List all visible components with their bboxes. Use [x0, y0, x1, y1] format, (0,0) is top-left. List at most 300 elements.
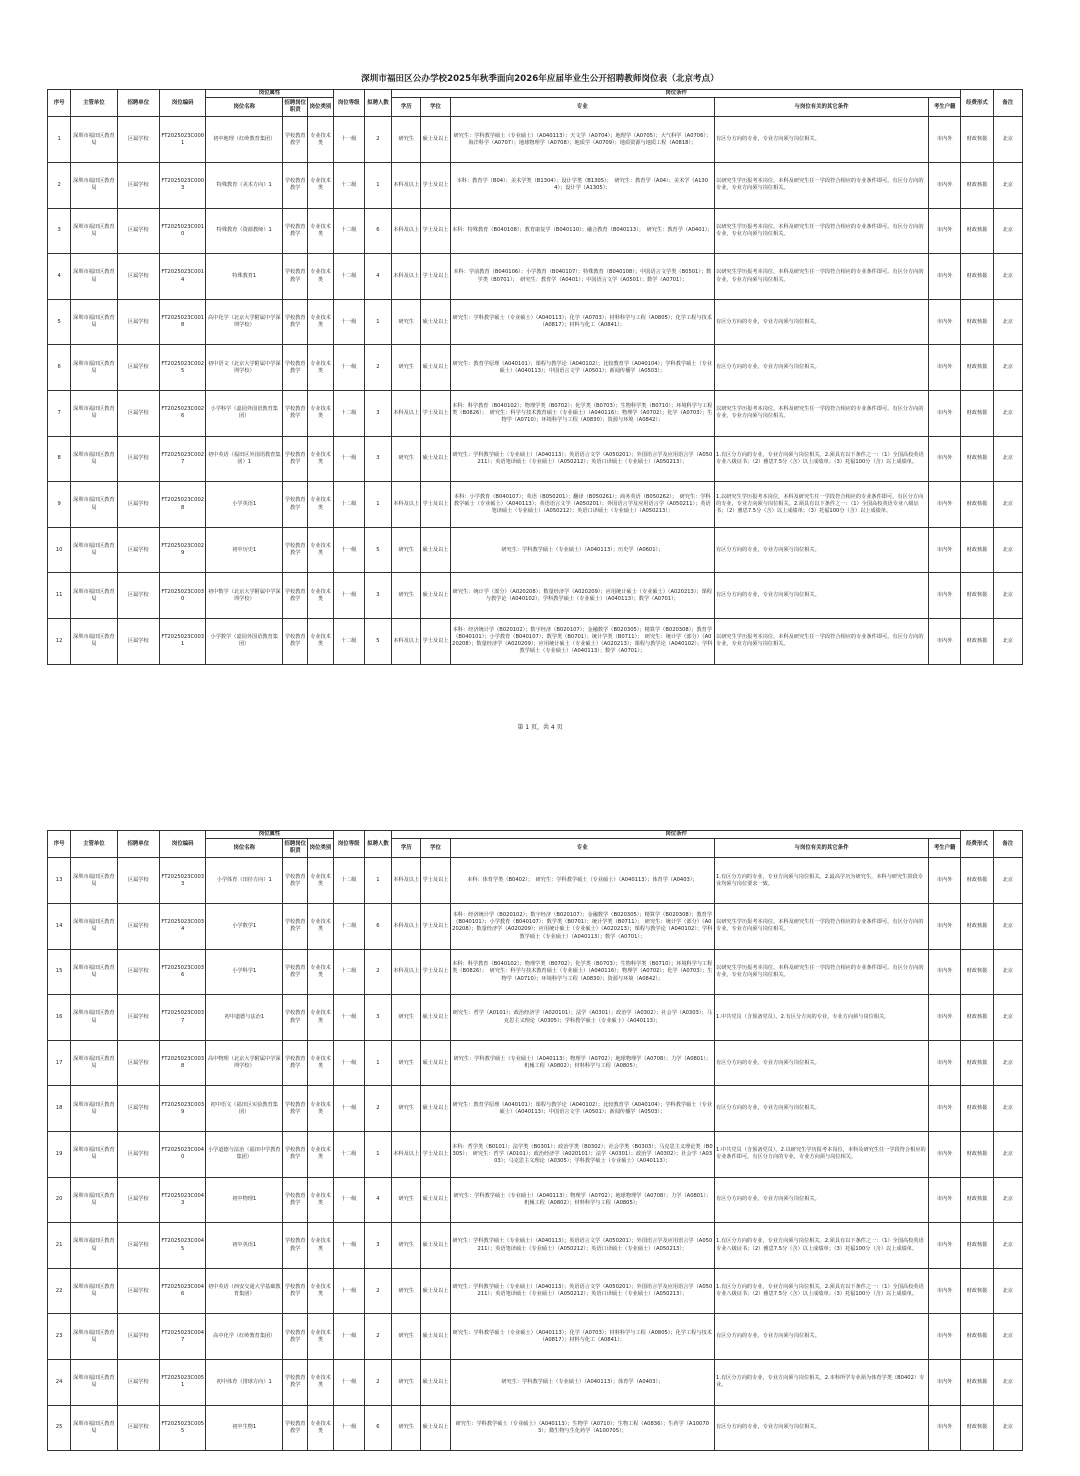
table-row: [48, 858, 1023, 904]
cell-post-cat: 学校教育教学: [283, 1177, 308, 1223]
header-level: 岗位等级: [333, 90, 364, 117]
cell-major: 研究生：学科教学硕士（专业硕士）（A040113）；生物学（A0710）；生物工程（A0836）；生药学（A100703）；微生物与生化药学（A100705）；: [450, 1405, 714, 1451]
cell-hukou: 市内外: [928, 345, 960, 391]
table-row: [48, 904, 1023, 950]
cell-level: 十一级: [333, 1405, 364, 1451]
cell-major: 研究生：哲学（A0101）；政治经济学（A020101）；法学（A0301）；政治学（A0302）；社会学（A0303）；马克思主义理论（A0305）；学科教学硕士（专业硕士）（A040113）；: [450, 995, 714, 1041]
header-post-name: 岗位名称: [206, 98, 283, 117]
cell-post-name: 初中生物1: [206, 1405, 283, 1451]
cell-level: 十一级: [333, 1223, 364, 1269]
cell-major: 本科：经济统计学（B020102）；数字经济（B020107）；金融数学（B020305）；精算学（B020308）；教育学（B040101）；小学教育（B040107）；数学类（B0701）；统计学类（B0711）； 研究生：统计学（部分）（A020208）；数量经济学（A020209）；应用统计硕士（专业硕士）（A020213）；课程与教学论（A040102）；学科教学硕士（专业硕士）（A040113）；数学（A0701）；: [450, 904, 714, 950]
cell-edu: 研究生: [392, 1223, 421, 1269]
cell-seq: 18: [48, 1086, 71, 1132]
cell-count: 2: [364, 1086, 391, 1132]
cell-post-name: 小学体育（田径方向）1: [206, 858, 283, 904]
cell-edu: 本科及以上: [392, 254, 421, 300]
cell-post-type: 专业技术类: [308, 1086, 333, 1132]
cell-major: 研究生：学科教学硕士（专业硕士）（A040113）；体育学（A0403）；: [450, 1359, 714, 1405]
header-post-cat: 招聘岗位职责: [283, 98, 308, 117]
cell-remark: 北京: [993, 163, 1022, 209]
header-post-cat: 招聘岗位职责: [283, 839, 308, 858]
cell-unit: 区属学校: [117, 345, 159, 391]
cell-degree: 硕士及以上: [421, 117, 450, 163]
cell-count: 1: [364, 482, 391, 528]
cell-funding: 财政核拨: [961, 1314, 993, 1360]
cell-seq: 19: [48, 1132, 71, 1178]
job-table-page-2: [47, 830, 1023, 1451]
cell-remark: 北京: [993, 1223, 1022, 1269]
cell-count: 2: [364, 949, 391, 995]
header-unit: 招聘单位: [117, 90, 159, 117]
cell-remark: 北京: [993, 1132, 1022, 1178]
table-row: [48, 949, 1023, 995]
cell-post-cat: 学校教育教学: [283, 858, 308, 904]
cell-hukou: 市内外: [928, 949, 960, 995]
table-row: [48, 1405, 1023, 1451]
cell-hukou: 市内外: [928, 1040, 960, 1086]
cell-count: 6: [364, 1405, 391, 1451]
cell-other: 以研究生学历报考本岗位，本科及研究生任一学段符合相应的专业条件即可。有区分方向的专业，专业方向须与岗位相关。: [715, 618, 929, 664]
header-other: 与岗位有关的其它条件: [715, 839, 929, 858]
cell-post-cat: 学校教育教学: [283, 527, 308, 573]
cell-count: 1: [364, 299, 391, 345]
cell-count: 3: [364, 436, 391, 482]
cell-hukou: 市内外: [928, 904, 960, 950]
cell-degree: 硕士及以上: [421, 527, 450, 573]
cell-remark: 北京: [993, 1040, 1022, 1086]
cell-other: 1.中共党员（含预备党员）。2.有区分方向的专业，专业方向须与岗位相关。: [715, 995, 929, 1041]
cell-code: FT2025023C0003: [160, 163, 206, 209]
cell-funding: 财政核拨: [961, 117, 993, 163]
header-unit: 招聘单位: [117, 831, 159, 858]
cell-post-name: 小学科学（嘉园外国语教育集团）: [206, 391, 283, 437]
cell-funding: 财政核拨: [961, 949, 993, 995]
cell-level: 十一级: [333, 117, 364, 163]
cell-degree: 硕士及以上: [421, 995, 450, 1041]
cell-unit: 区属学校: [117, 391, 159, 437]
cell-count: 1: [364, 1040, 391, 1086]
cell-post-name: 小学英语1: [206, 482, 283, 528]
cell-seq: 1: [48, 117, 71, 163]
cell-unit: 区属学校: [117, 436, 159, 482]
cell-major: 研究生：学科教学硕士（专业硕士）（A040113）；化学（A0703）；材料科学与工程（A0805）；化学工程与技术（A0817）；材料与化工（A0841）；: [450, 1314, 714, 1360]
table-row: [48, 1040, 1023, 1086]
cell-code: FT2025023C0047: [160, 1314, 206, 1360]
cell-unit: 区属学校: [117, 904, 159, 950]
table-row: [48, 1086, 1023, 1132]
cell-dept: 深圳市福田区教育局: [71, 391, 117, 437]
cell-count: 5: [364, 527, 391, 573]
cell-degree: 硕士及以上: [421, 1223, 450, 1269]
cell-unit: 区属学校: [117, 1314, 159, 1360]
cell-level: 十二级: [333, 254, 364, 300]
cell-level: 十一级: [333, 299, 364, 345]
cell-post-name: 初中英语（西安交通大学基础教育集团）: [206, 1268, 283, 1314]
cell-degree: 学士及以上: [421, 618, 450, 664]
cell-remark: 北京: [993, 436, 1022, 482]
cell-post-cat: 学校教育教学: [283, 299, 308, 345]
cell-edu: 研究生: [392, 1359, 421, 1405]
cell-edu: 研究生: [392, 1177, 421, 1223]
cell-unit: 区属学校: [117, 1405, 159, 1451]
header-funding: 经费形式: [961, 90, 993, 117]
cell-post-type: 专业技术类: [308, 1268, 333, 1314]
cell-post-cat: 学校教育教学: [283, 345, 308, 391]
cell-post-cat: 学校教育教学: [283, 1132, 308, 1178]
cell-dept: 深圳市福田区教育局: [71, 904, 117, 950]
header-hukou: 考生户籍: [928, 98, 960, 117]
cell-funding: 财政核拨: [961, 208, 993, 254]
cell-remark: 北京: [993, 299, 1022, 345]
cell-count: 3: [364, 391, 391, 437]
cell-funding: 财政核拨: [961, 299, 993, 345]
cell-post-cat: 学校教育教学: [283, 391, 308, 437]
cell-other: 有区分方向的专业，专业方向须与岗位相关。: [715, 345, 929, 391]
cell-edu: 研究生: [392, 299, 421, 345]
table-row: [48, 208, 1023, 254]
cell-funding: 财政核拨: [961, 858, 993, 904]
header-level: 岗位等级: [333, 831, 364, 858]
cell-other: 以研究生学历报考本岗位，本科及研究生任一学段符合相应的专业条件即可。有区分方向的专业，专业方向须与岗位相关。: [715, 904, 929, 950]
cell-remark: 北京: [993, 949, 1022, 995]
cell-dept: 深圳市福田区教育局: [71, 527, 117, 573]
table-row: [48, 482, 1023, 528]
table-row: [48, 573, 1023, 619]
header-post-type: 岗位类别: [308, 839, 333, 858]
cell-dept: 深圳市福田区教育局: [71, 208, 117, 254]
cell-seq: 6: [48, 345, 71, 391]
cell-major: 本科：科学教育（B040102）；物理学类（B0702）；化学类（B0703）；生物科学类（B0710）；环境科学与工程类（B0826）； 研究生：科学与技术教育硕士（专业硕士）（A040116）；物理学（A0702）；化学（A0703）；生物学（A0710）；环境科学与工程（A0830）；资源与环境（A0842）；: [450, 391, 714, 437]
cell-seq: 4: [48, 254, 71, 300]
cell-post-name: 高中化学（北京大学附属中学深圳学校）: [206, 299, 283, 345]
cell-dept: 深圳市福田区教育局: [71, 858, 117, 904]
cell-hukou: 市内外: [928, 436, 960, 482]
cell-degree: 学士及以上: [421, 858, 450, 904]
table-row: [48, 436, 1023, 482]
header-edu: 学历: [392, 98, 421, 117]
cell-major: 研究生：学科教学硕士（专业硕士）（A040113）；物理学（A0702）；地球物理学（A0708）；力学（A0801）；机械工程（A0802）；材料科学与工程（A0805）；: [450, 1177, 714, 1223]
cell-remark: 北京: [993, 1268, 1022, 1314]
cell-count: 1: [364, 1132, 391, 1178]
cell-post-type: 专业技术类: [308, 858, 333, 904]
page-title: 深圳市福田区公办学校2025年秋季面向2026年应届毕业生公开招聘教师岗位表（北京考点）: [361, 74, 719, 84]
cell-code: FT2025023C0028: [160, 482, 206, 528]
header-code: 岗位编码: [160, 831, 206, 858]
cell-major: 研究生：教育学原理（A040101）；课程与教学论（A040102）；比较教育学（A040104）；学科教学硕士（专业硕士）（A040113）；中国语言文学（A0501）；新闻传播学（A0503）；: [450, 1086, 714, 1132]
cell-code: FT2025023C0046: [160, 1268, 206, 1314]
cell-level: 十一级: [333, 1086, 364, 1132]
cell-code: FT2025023C0040: [160, 1132, 206, 1178]
cell-dept: 深圳市福田区教育局: [71, 117, 117, 163]
cell-post-cat: 学校教育教学: [283, 163, 308, 209]
cell-major: 本科：教育学（B04）；美术学类（B1304）；设计学类（B1305）； 研究生：教育学（A04）；美术学（A1304）；设计学（A1305）；: [450, 163, 714, 209]
cell-post-name: 初中语文（北京大学附属中学深圳学校）: [206, 345, 283, 391]
cell-remark: 北京: [993, 391, 1022, 437]
cell-degree: 硕士及以上: [421, 1177, 450, 1223]
cell-post-type: 专业技术类: [308, 482, 333, 528]
cell-level: 十二级: [333, 163, 364, 209]
cell-unit: 区属学校: [117, 995, 159, 1041]
cell-dept: 深圳市福田区教育局: [71, 573, 117, 619]
cell-seq: 21: [48, 1223, 71, 1269]
cell-edu: 本科及以上: [392, 208, 421, 254]
header-seq: 序号: [48, 831, 71, 858]
cell-edu: 研究生: [392, 527, 421, 573]
cell-post-name: 特殊教育（美术方向）1: [206, 163, 283, 209]
cell-funding: 财政核拨: [961, 573, 993, 619]
cell-remark: 北京: [993, 618, 1022, 664]
cell-hukou: 市内外: [928, 163, 960, 209]
cell-other: 有区分方向的专业，专业方向须与岗位相关。: [715, 1314, 929, 1360]
cell-other: 1.有区分方向的专业，专业方向须与岗位相关。2.本科所学专业须为体育学类（B0402）专业。: [715, 1359, 929, 1405]
cell-funding: 财政核拨: [961, 436, 993, 482]
cell-unit: 区属学校: [117, 117, 159, 163]
cell-post-type: 专业技术类: [308, 1405, 333, 1451]
cell-hukou: 市内外: [928, 858, 960, 904]
cell-dept: 深圳市福田区教育局: [71, 1268, 117, 1314]
cell-other: 以研究生学历报考本岗位，本科及研究生任一学段符合相应的专业条件即可。有区分方向的专业，专业方向须与岗位相关。: [715, 163, 929, 209]
cell-edu: 本科及以上: [392, 1132, 421, 1178]
cell-level: 十二级: [333, 208, 364, 254]
header-group-cond: 岗位条件: [392, 90, 961, 98]
cell-funding: 财政核拨: [961, 391, 993, 437]
cell-edu: 研究生: [392, 995, 421, 1041]
page-number: 第 1 页，共 4 页: [517, 724, 563, 731]
header-degree: 学位: [421, 839, 450, 858]
cell-other: 以研究生学历报考本岗位，本科及研究生任一学段符合相应的专业条件即可。有区分方向的专业，专业方向须与岗位相关。: [715, 254, 929, 300]
table-row: [48, 1359, 1023, 1405]
cell-unit: 区属学校: [117, 573, 159, 619]
cell-remark: 北京: [993, 995, 1022, 1041]
cell-major: 本科：学前教育（B040106）；小学教育（B040107）；特殊教育（B040108）；中国语言文学类（B0501）；数学类（B0701）； 研究生：教育学（A0401）；中国语言文学（A0501）；数学（A0701）；: [450, 254, 714, 300]
cell-unit: 区属学校: [117, 163, 159, 209]
cell-level: 十二级: [333, 618, 364, 664]
cell-seq: 15: [48, 949, 71, 995]
cell-post-name: 初中地理（红岭教育集团）: [206, 117, 283, 163]
cell-other: 有区分方向的专业，专业方向须与岗位相关。: [715, 117, 929, 163]
cell-edu: 研究生: [392, 1086, 421, 1132]
cell-post-cat: 学校教育教学: [283, 1314, 308, 1360]
cell-funding: 财政核拨: [961, 1359, 993, 1405]
cell-dept: 深圳市福田区教育局: [71, 1223, 117, 1269]
cell-remark: 北京: [993, 117, 1022, 163]
cell-level: 十一级: [333, 1268, 364, 1314]
table-row: [48, 618, 1023, 664]
cell-dept: 深圳市福田区教育局: [71, 345, 117, 391]
cell-unit: 区属学校: [117, 208, 159, 254]
cell-major: 本科：小学教育（B040107）；英语（B050201）；翻译（B050261）；商务英语（B050262）； 研究生：学科教学硕士（专业硕士）（A040113）；英语语言文学（A050201）；外国语言学及应用语言学（A050211）；英语笔译硕士（专业硕士）（A050212）；英语口译硕士（专业硕士）（A050213）；: [450, 482, 714, 528]
cell-major: 研究生：学科教学硕士（专业硕士）（A040113）；物理学（A0702）；地球物理学（A0708）；力学（A0801）；机械工程（A0802）；材料科学与工程（A0805）；: [450, 1040, 714, 1086]
cell-major: 研究生：统计学（部分）（A020208）；数量经济学（A020209）；应用统计硕士（专业硕士）（A020213）；课程与教学论（A040102）；学科教学硕士（专业硕士）（A040113）；数学（A0701）；: [450, 573, 714, 619]
cell-dept: 深圳市福田区教育局: [71, 1132, 117, 1178]
cell-hukou: 市内外: [928, 299, 960, 345]
cell-post-name: 初中英语1: [206, 1223, 283, 1269]
cell-post-cat: 学校教育教学: [283, 1268, 308, 1314]
cell-seq: 9: [48, 482, 71, 528]
cell-seq: 12: [48, 618, 71, 664]
cell-funding: 财政核拨: [961, 1177, 993, 1223]
cell-major: 本科：体育学类（B0402）； 研究生：学科教学硕士（专业硕士）（A040113）；体育学（A0403）；: [450, 858, 714, 904]
cell-post-name: 初中英语（福田区外国语教育集团）1: [206, 436, 283, 482]
cell-dept: 深圳市福田区教育局: [71, 995, 117, 1041]
cell-other: 有区分方向的专业，专业方向须与岗位相关。: [715, 299, 929, 345]
cell-remark: 北京: [993, 904, 1022, 950]
cell-hukou: 市内外: [928, 618, 960, 664]
cell-hukou: 市内外: [928, 1086, 960, 1132]
cell-code: FT2025023C0031: [160, 618, 206, 664]
cell-count: 3: [364, 995, 391, 1041]
cell-degree: 学士及以上: [421, 949, 450, 995]
cell-unit: 区属学校: [117, 482, 159, 528]
cell-unit: 区属学校: [117, 858, 159, 904]
cell-count: 6: [364, 904, 391, 950]
cell-hukou: 市内外: [928, 391, 960, 437]
cell-unit: 区属学校: [117, 1359, 159, 1405]
cell-funding: 财政核拨: [961, 254, 993, 300]
cell-count: 3: [364, 1223, 391, 1269]
cell-funding: 财政核拨: [961, 1405, 993, 1451]
cell-degree: 学士及以上: [421, 163, 450, 209]
header-dept: 主管单位: [71, 831, 117, 858]
cell-post-cat: 学校教育教学: [283, 1040, 308, 1086]
cell-count: 1: [364, 163, 391, 209]
cell-other: 有区分方向的专业，专业方向须与岗位相关。: [715, 1086, 929, 1132]
cell-post-type: 专业技术类: [308, 436, 333, 482]
header-other: 与岗位有关的其它条件: [715, 98, 929, 117]
cell-funding: 财政核拨: [961, 1086, 993, 1132]
cell-other: 有区分方向的专业，专业方向须与岗位相关。: [715, 1405, 929, 1451]
cell-unit: 区属学校: [117, 1268, 159, 1314]
cell-seq: 17: [48, 1040, 71, 1086]
cell-unit: 区属学校: [117, 949, 159, 995]
cell-dept: 深圳市福田区教育局: [71, 949, 117, 995]
cell-unit: 区属学校: [117, 1223, 159, 1269]
cell-post-type: 专业技术类: [308, 1223, 333, 1269]
cell-edu: 本科及以上: [392, 163, 421, 209]
cell-degree: 硕士及以上: [421, 299, 450, 345]
cell-major: 研究生：学科教学硕士（专业硕士）（A040113）；化学（A0703）；材料科学与工程（A0805）；化学工程与技术（A0817）；材料与化工（A0841）；: [450, 299, 714, 345]
cell-other: 有区分方向的专业，专业方向须与岗位相关。: [715, 573, 929, 619]
cell-code: FT2025023C0043: [160, 1177, 206, 1223]
cell-post-cat: 学校教育教学: [283, 208, 308, 254]
cell-level: 十一级: [333, 345, 364, 391]
cell-count: 2: [364, 345, 391, 391]
cell-dept: 深圳市福田区教育局: [71, 299, 117, 345]
cell-level: 十一级: [333, 1040, 364, 1086]
cell-post-cat: 学校教育教学: [283, 573, 308, 619]
cell-edu: 研究生: [392, 117, 421, 163]
cell-hukou: 市内外: [928, 527, 960, 573]
cell-code: FT2025023C0038: [160, 1040, 206, 1086]
cell-funding: 财政核拨: [961, 527, 993, 573]
cell-funding: 财政核拨: [961, 1040, 993, 1086]
cell-hukou: 市内外: [928, 254, 960, 300]
table-row: [48, 1268, 1023, 1314]
table-row: [48, 1132, 1023, 1178]
cell-unit: 区属学校: [117, 254, 159, 300]
header-count: 拟聘人数: [364, 90, 391, 117]
cell-major: 研究生：学科教学硕士（专业硕士）（A040113）；历史学（A0601）；: [450, 527, 714, 573]
cell-post-type: 专业技术类: [308, 208, 333, 254]
cell-post-type: 专业技术类: [308, 1314, 333, 1360]
cell-post-type: 专业技术类: [308, 254, 333, 300]
cell-post-type: 专业技术类: [308, 949, 333, 995]
header-degree: 学位: [421, 98, 450, 117]
header-group-cond: 岗位条件: [392, 831, 961, 839]
cell-post-cat: 学校教育教学: [283, 1359, 308, 1405]
cell-hukou: 市内外: [928, 995, 960, 1041]
cell-seq: 23: [48, 1314, 71, 1360]
cell-degree: 硕士及以上: [421, 1359, 450, 1405]
cell-degree: 硕士及以上: [421, 1314, 450, 1360]
header-funding: 经费形式: [961, 831, 993, 858]
cell-count: 2: [364, 1314, 391, 1360]
header-seq: 序号: [48, 90, 71, 117]
cell-edu: 研究生: [392, 1405, 421, 1451]
cell-remark: 北京: [993, 208, 1022, 254]
cell-post-name: 特殊教育（资源教师）1: [206, 208, 283, 254]
cell-hukou: 市内外: [928, 117, 960, 163]
cell-count: 1: [364, 858, 391, 904]
cell-code: FT2025023C0026: [160, 391, 206, 437]
cell-code: FT2025023C0045: [160, 1223, 206, 1269]
cell-funding: 财政核拨: [961, 618, 993, 664]
cell-dept: 深圳市福田区教育局: [71, 436, 117, 482]
cell-other: 有区分方向的专业，专业方向须与岗位相关。: [715, 1177, 929, 1223]
cell-unit: 区属学校: [117, 1040, 159, 1086]
cell-dept: 深圳市福田区教育局: [71, 618, 117, 664]
cell-other: 有区分方向的专业，专业方向须与岗位相关。: [715, 1040, 929, 1086]
cell-post-cat: 学校教育教学: [283, 482, 308, 528]
cell-other: 有区分方向的专业，专业方向须与岗位相关。: [715, 527, 929, 573]
cell-seq: 25: [48, 1405, 71, 1451]
cell-code: FT2025023C0014: [160, 254, 206, 300]
cell-major: 本科：经济统计学（B020102）；数字经济（B020107）；金融数学（B020305）；精算学（B020308）；教育学（B040101）；小学教育（B040107）；数学类（B0701）；统计学类（B0711）； 研究生：统计学（部分）（A020208）；数量经济学（A020209）；应用统计硕士（专业硕士）（A020213）；课程与教学论（A040102）；学科教学硕士（专业硕士）（A040113）；数学（A0701）；: [450, 618, 714, 664]
cell-post-cat: 学校教育教学: [283, 995, 308, 1041]
cell-level: 十一级: [333, 1314, 364, 1360]
cell-level: 十二级: [333, 904, 364, 950]
cell-post-name: 小学数学（嘉园外国语教育集团）: [206, 618, 283, 664]
cell-major: 本科：科学教育（B040102）；物理学类（B0702）；化学类（B0703）；生物科学类（B0710）；环境科学与工程类（B0826）； 研究生：科学与技术教育硕士（专业硕士）（A040116）；物理学（A0702）；化学（A0703）；生物学（A0710）；环境科学与工程（A0830）；资源与环境（A0842）；: [450, 949, 714, 995]
header-edu: 学历: [392, 839, 421, 858]
cell-hukou: 市内外: [928, 1359, 960, 1405]
cell-count: 4: [364, 254, 391, 300]
cell-hukou: 市内外: [928, 1314, 960, 1360]
cell-post-name: 高中化学（红岭教育集团）: [206, 1314, 283, 1360]
cell-post-cat: 学校教育教学: [283, 618, 308, 664]
cell-post-name: 小学道德与法治（福田中学教育集团）: [206, 1132, 283, 1178]
cell-edu: 本科及以上: [392, 618, 421, 664]
header-group-attr: 岗位属性: [206, 90, 333, 98]
table-row: [48, 1223, 1023, 1269]
cell-post-type: 专业技术类: [308, 1177, 333, 1223]
cell-post-type: 专业技术类: [308, 1359, 333, 1405]
header-remark: 备注: [993, 831, 1022, 858]
cell-major: 本科：特殊教育（B040108）；教育康复学（B040110）；融合教育（B040113）； 研究生：教育学（A0401）；: [450, 208, 714, 254]
job-rows: [48, 858, 1023, 1451]
cell-dept: 深圳市福田区教育局: [71, 1040, 117, 1086]
cell-edu: 研究生: [392, 345, 421, 391]
cell-unit: 区属学校: [117, 1177, 159, 1223]
job-table-page-1: [47, 89, 1023, 665]
cell-major: 研究生：学科教学硕士（专业硕士）（A040113）；天文学（A0704）；地理学（A0705）；大气科学（A0706）；海洋科学（A0707）；地球物理学（A0708）；地质学（A0709）；地质资源与地质工程（A0818）；: [450, 117, 714, 163]
cell-level: 十二级: [333, 858, 364, 904]
cell-unit: 区属学校: [117, 527, 159, 573]
cell-degree: 学士及以上: [421, 482, 450, 528]
cell-post-name: 初中物理1: [206, 1177, 283, 1223]
cell-remark: 北京: [993, 1177, 1022, 1223]
cell-post-name: 初中数学（北京大学附属中学深圳学校）: [206, 573, 283, 619]
